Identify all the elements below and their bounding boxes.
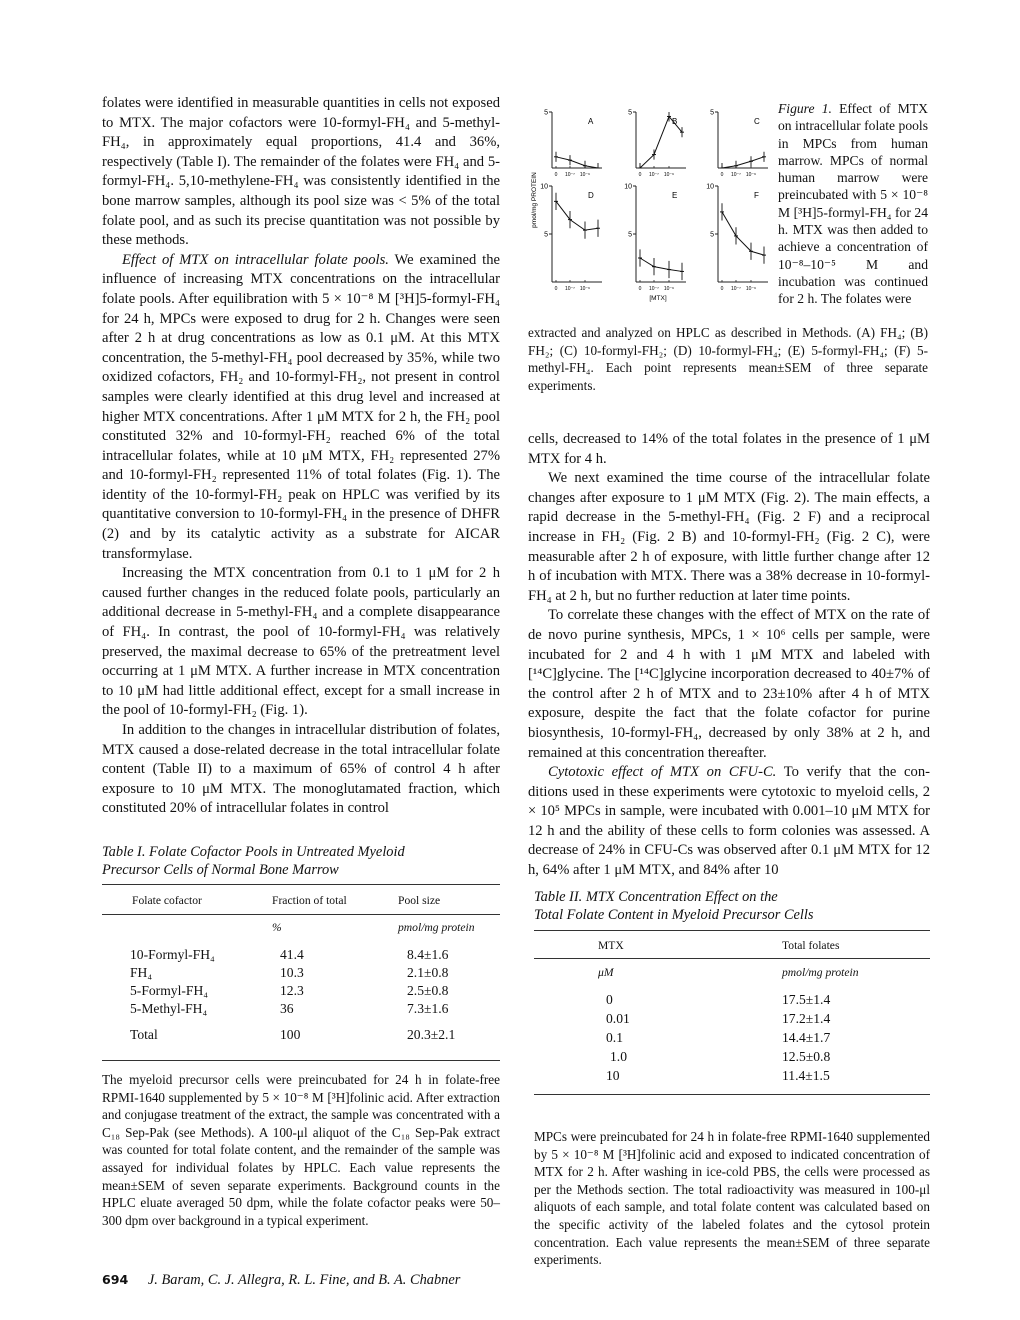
table-2-footnote: MPCs were preincubated for 24 h in folate-free RPMI-1640 supplemented by 5 × 10⁻⁸ M [³H]folinic acid and exposed to indicated concentration of MTX for 2 h. After washing in ice-cold PBS, the cells were processed as per the Methods section. The total radioactivity was measured in 100-μl aliquots of each sample, and total folate content was calculated based on the specific activity of the labeled folates and the cytosol protein concentration. Each value represents the mean±SEM of three separate experiments. bbox=[534, 1129, 930, 1268]
panel-label-e: E bbox=[672, 191, 678, 200]
table-2-cell: 0 bbox=[606, 992, 613, 1007]
paragraph: folates were identified in measurable quantities in cells not exposed to MTX. The major cofactors were 10-formyl-FH₄ and 5-methyl-FH₄, in approximately equal proportions, 41.4 and 36%, respectively (Table I). The remainder of the folates were FH₄ and 5-formyl-FH₄. 5,10-methylene-FH₄ was consistently identified in the bone marrow samples, although its pool size was < 5% of the total folate pool, and as such its precise quantitation was not possible by these methods. bbox=[102, 95, 500, 249]
table-2-cell: 11.4±1.5 bbox=[782, 1068, 830, 1083]
table-1-footnote: The myeloid precursor cells were preincubated for 24 h in folate-free RPMI-1640 supplemented by 5 × 10⁻⁸ M [³H]folinic acid. After extraction and conjugase treatment of the extract, the sample was concentrated with a C₁₈ Sep-Pak (see Methods). A 100-μl aliquot of the C₁₈ Sep-Pak extract was counted for total folate content, and the remainder of the sample was assayed for individual folates by HPLC. Each value represents the mean±SEM of seven separate experiments. Background counts in the HPLC eluate averaged 50 dpm, while the folate cofactor peaks were 50–300 dpm over background in a typical experiment. bbox=[102, 1072, 500, 1228]
table-1-title bbox=[102, 843, 405, 879]
table-2-unit: μM bbox=[598, 966, 614, 979]
y-tick-label: 5 bbox=[710, 109, 714, 117]
table-1-header-rule bbox=[102, 914, 500, 915]
table-1-cell: 7.3±1.6 bbox=[407, 1001, 449, 1016]
y-tick-label: 5 bbox=[628, 231, 632, 239]
panel-label-a: A bbox=[588, 117, 594, 126]
table-1-header: Folate cofactor bbox=[132, 894, 202, 907]
x-tick-label: 10⁻⁷ bbox=[564, 286, 576, 292]
x-tick-label: 10⁻⁷ bbox=[730, 172, 742, 178]
paragraph: cells, decreased to 14% of the total folates in the presence of 1 μM MTX for 4 h. bbox=[528, 431, 930, 467]
x-tick-label: 0 bbox=[720, 172, 724, 178]
table-1-unit: % bbox=[272, 921, 282, 934]
table-1-cell: 2.1±0.8 bbox=[407, 965, 449, 980]
series-line-c bbox=[722, 157, 764, 168]
x-tick-label: 10⁻⁶ bbox=[745, 286, 757, 292]
series-line-e bbox=[640, 258, 682, 271]
table-1-cell: 5-Methyl-FH₄ bbox=[130, 1001, 208, 1016]
table-1-title-line: Precursor Cells of Normal Bone Marrow bbox=[102, 862, 339, 878]
table-2-title-line: Total Folate Content in Myeloid Precursor Cells bbox=[534, 907, 814, 923]
x-tick-label: 10⁻⁶ bbox=[663, 286, 675, 292]
x-tick-label: 10⁻⁶ bbox=[579, 286, 591, 292]
series-line-d bbox=[556, 201, 598, 230]
section-heading: Effect of MTX on intracellular folate pools. bbox=[122, 251, 389, 268]
table-1-cell: 5-Formyl-FH₄ bbox=[130, 983, 208, 998]
table-2-header: Total folates bbox=[782, 939, 840, 952]
table-1-header: Pool size bbox=[398, 894, 441, 907]
x-tick-label: 0 bbox=[720, 286, 724, 292]
table-1-top-rule bbox=[102, 884, 500, 885]
table-1-unit: pmol/mg protein bbox=[398, 921, 475, 934]
table-1-cell: 36 bbox=[280, 1001, 294, 1016]
series-line-b bbox=[640, 116, 682, 168]
panel-label-c: C bbox=[754, 117, 760, 126]
table-2-top-rule bbox=[534, 930, 930, 931]
paragraph-body: influence of increasing MTX concentrations on the intracellular folate pools. After equilibration with 5 × 10⁻⁸ M [³H]5-formyl-FH₄ for 24 h, MPCs were exposed to drug for 2 h. Changes were seen after 2 h at drug concentrations as low as 0.1 μM. At this MTX concentration, the 5-methyl-FH₄ pool decreased by 35%, while two oxidized cofactors, FH₂ and 10-formyl-FH₂, not present in control samples were clearly identified at this drug level and increased at higher MTX concentrations. After 1 μM MTX for 2 h, the FH₂ pool constituted 32% and 10-formyl-FH₂ reached 6% of the total intracellular folates, while at 10 μM MTX, FH₂ represented 27% and 10-formyl-FH₂ represented 11% of total folates (Fig. 1). The identity of the 10-formyl-FH₂ peak on HPLC was verified by its quantitative conversion to 10-formyl-FH₄ in the presence of DHFR (2) and by its catalytic activity as a substrate for AICAR transformylase. bbox=[102, 271, 500, 562]
table-2-header: MTX bbox=[598, 939, 624, 952]
table-1-cell: 12.3 bbox=[280, 983, 304, 998]
table-2-title-line: Table II. MTX Concentration Effect on the bbox=[534, 889, 778, 905]
x-tick-label: 0 bbox=[638, 172, 642, 178]
paragraph: We next examined the time course of the intracellular folate changes after exposure to 1 μM MTX (Fig. 2). The main effects, a rapid decrease in the 5-methyl-FH₄ (Fig. 2 F) and a reciprocal increase in FH₂ (Fig. 2 B) and 10-formyl-FH₂ (Fig. 2 C), were measurable after 2 h of exposure, with little further change after 12 h of incubation with MTX. There was a 38% decrease in 10-formyl-FH₄ at 2 h, but no further reduction at later time points. bbox=[528, 470, 930, 604]
table-2-cell: 17.5±1.4 bbox=[782, 992, 831, 1007]
table-2-cell: 17.2±1.4 bbox=[782, 1011, 831, 1026]
figure-1-chart bbox=[528, 100, 778, 310]
series-line-f bbox=[722, 212, 764, 255]
table-1-title-line: Table I. Folate Cofactor Pools in Untreated Myeloid bbox=[102, 844, 405, 860]
x-tick-label: 10⁻⁷ bbox=[648, 172, 660, 178]
figure-1-caption-text: Effect of MTX on intracellular folate pools in MPCs from human marrow. MPCs of normal human marrow were preincubated with 5 × 10⁻⁸ M [³H]5-formyl-FH₄ for 24 h. MTX was then added to achieve a concentration of 10⁻⁸–10⁻⁵ M and incubation was continued for 2 h. The folates were bbox=[778, 101, 928, 307]
table-1-cell: 8.4±1.6 bbox=[407, 947, 449, 962]
figure-1-label: Figure 1. bbox=[778, 101, 832, 116]
paragraph: To correlate these changes with the effect of MTX on the rate of de novo purine synthesis, MPCs, 1 × 10⁶ cells per sample, were incubated for 2 and 4 h with 1 μM MTX and labeled with [¹⁴C]glycine. The [¹⁴C]glycine incorporation decreased to 40±7% of the control after 2 h of MTX and to 23±10% after 4 h of MTX exposure, despite the fact that the folate cofactor for purine biosynthesis, 10-formyl-FH₄, decreased by only 38% at 2 h, and remained at this concentration thereafter. bbox=[528, 607, 930, 761]
x-tick-label: 10⁻⁶ bbox=[579, 172, 591, 178]
table-1-cell: Total bbox=[130, 1027, 158, 1042]
table-2-cell: 1.0 bbox=[610, 1049, 627, 1064]
table-2-title bbox=[534, 888, 814, 924]
x-tick-label: 0 bbox=[638, 286, 642, 292]
paragraph-body: ditions used in these experiments were cytotoxic to myeloid cells, 2 × 10⁵ MPCs in sample, were incubated with 0.001–10 μM MTX for 12 h and the ability of these cells to form colonies was assessed. A decrease of 24% in CFU-Cs was observed after 0.1 μM MTX for 12 h, 64% after 1 μM MTX, and 84% after 10 bbox=[528, 783, 930, 879]
x-tick-label: 0 bbox=[554, 286, 558, 292]
figure-1-caption-side bbox=[778, 100, 928, 308]
panel-label-f: F bbox=[754, 191, 759, 200]
y-tick-label: 10 bbox=[624, 183, 632, 191]
table-1-bottom-rule bbox=[102, 1060, 500, 1061]
table-1-cell: 41.4 bbox=[280, 947, 304, 962]
paragraph-lead: We examined the bbox=[394, 251, 501, 268]
panel-label-d: D bbox=[588, 191, 594, 200]
y-tick-label: 10 bbox=[540, 183, 548, 191]
figure-1-caption-bottom: extracted and analyzed on HPLC as described in Methods. (A) FH₄; (B) FH₂; (C) 10-formyl-FH₂; (D) 10-formyl-FH₄; (E) 5-formyl-FH₄; (F) 5-methyl-FH₄. Each point represents mean±SEM of three separate experiments. bbox=[528, 325, 928, 393]
paragraph: In addition to the changes in intracellular distribution of folates, MTX caused a dose-related decrease in the total intracellular folate content (Table II) to a maximum of 65% of control 4 h after exposure to 10 μM MTX. The monoglutamated fraction, which constituted 20% of intracellular folates in control bbox=[102, 722, 500, 817]
section-heading: Cytotoxic effect of MTX on CFU-C. bbox=[548, 764, 777, 781]
x-tick-label: 10⁻⁶ bbox=[663, 172, 675, 178]
x-tick-label: 0 bbox=[554, 172, 558, 178]
paragraph-lead: To verify that the con- bbox=[783, 764, 930, 781]
table-2-cell: 0.1 bbox=[606, 1030, 623, 1045]
table-1-cell: 20.3±2.1 bbox=[407, 1027, 456, 1042]
table-2-cell: 12.5±0.8 bbox=[782, 1049, 831, 1064]
running-authors: J. Baram, C. J. Allegra, R. L. Fine, and B. A. Chabner bbox=[147, 1272, 461, 1288]
x-tick-label: 10⁻⁷ bbox=[730, 286, 742, 292]
y-tick-label: 5 bbox=[544, 109, 548, 117]
x-tick-label: 10⁻⁶ bbox=[745, 172, 757, 178]
page-number: 694 bbox=[102, 1272, 129, 1287]
right-column-text bbox=[528, 430, 930, 881]
x-tick-label: 10⁻⁷ bbox=[648, 286, 660, 292]
paragraph bbox=[102, 251, 500, 565]
table-1-cell: 10-Formyl-FH₄ bbox=[130, 947, 215, 962]
y-tick-label: 5 bbox=[628, 109, 632, 117]
series-line-a bbox=[556, 157, 598, 168]
paragraph: Increasing the MTX concentration from 0.1 to 1 μM for 2 h caused further changes in the reduced folate pools, particularly an additional decrease in 5-methyl-FH₄ and a complete disappearance of FH₄. In contrast, the pool of 10-formyl-FH₄ was relatively preserved, the maximal decrease to 65% of the pretreatment level occurring at 1 μM MTX. A further increase in MTX concentration to 10 μM had little additional effect, except for a small increase in the pool of 10-formyl-FH₂ (Fig. 1). bbox=[102, 565, 500, 719]
paragraph bbox=[528, 763, 930, 881]
table-1-cell: 10.3 bbox=[280, 965, 304, 980]
table-1-cell: 2.5±0.8 bbox=[407, 983, 449, 998]
page-footer bbox=[102, 1272, 460, 1289]
x-axis-label: [MTX] bbox=[649, 295, 667, 302]
table-1-cell: FH₄ bbox=[130, 965, 153, 980]
y-tick-label: 10 bbox=[706, 183, 714, 191]
y-axis-label: pmol/mg PROTEIN bbox=[531, 172, 538, 228]
x-tick-label: 10⁻⁷ bbox=[564, 172, 576, 178]
table-2-cell: 10 bbox=[606, 1068, 620, 1083]
table-2-cell: 14.4±1.7 bbox=[782, 1030, 831, 1045]
table-2-header-rule bbox=[534, 958, 930, 959]
y-tick-label: 5 bbox=[710, 231, 714, 239]
panel-label-b: B bbox=[672, 117, 678, 126]
y-tick-label: 5 bbox=[544, 231, 548, 239]
table-1-cell: 100 bbox=[280, 1027, 301, 1042]
table-2-cell: 0.01 bbox=[606, 1011, 630, 1026]
table-1-header: Fraction of total bbox=[272, 894, 347, 907]
table-2-unit: pmol/mg protein bbox=[782, 966, 859, 979]
left-column-text bbox=[102, 94, 500, 819]
table-2-bottom-rule bbox=[534, 1094, 930, 1095]
